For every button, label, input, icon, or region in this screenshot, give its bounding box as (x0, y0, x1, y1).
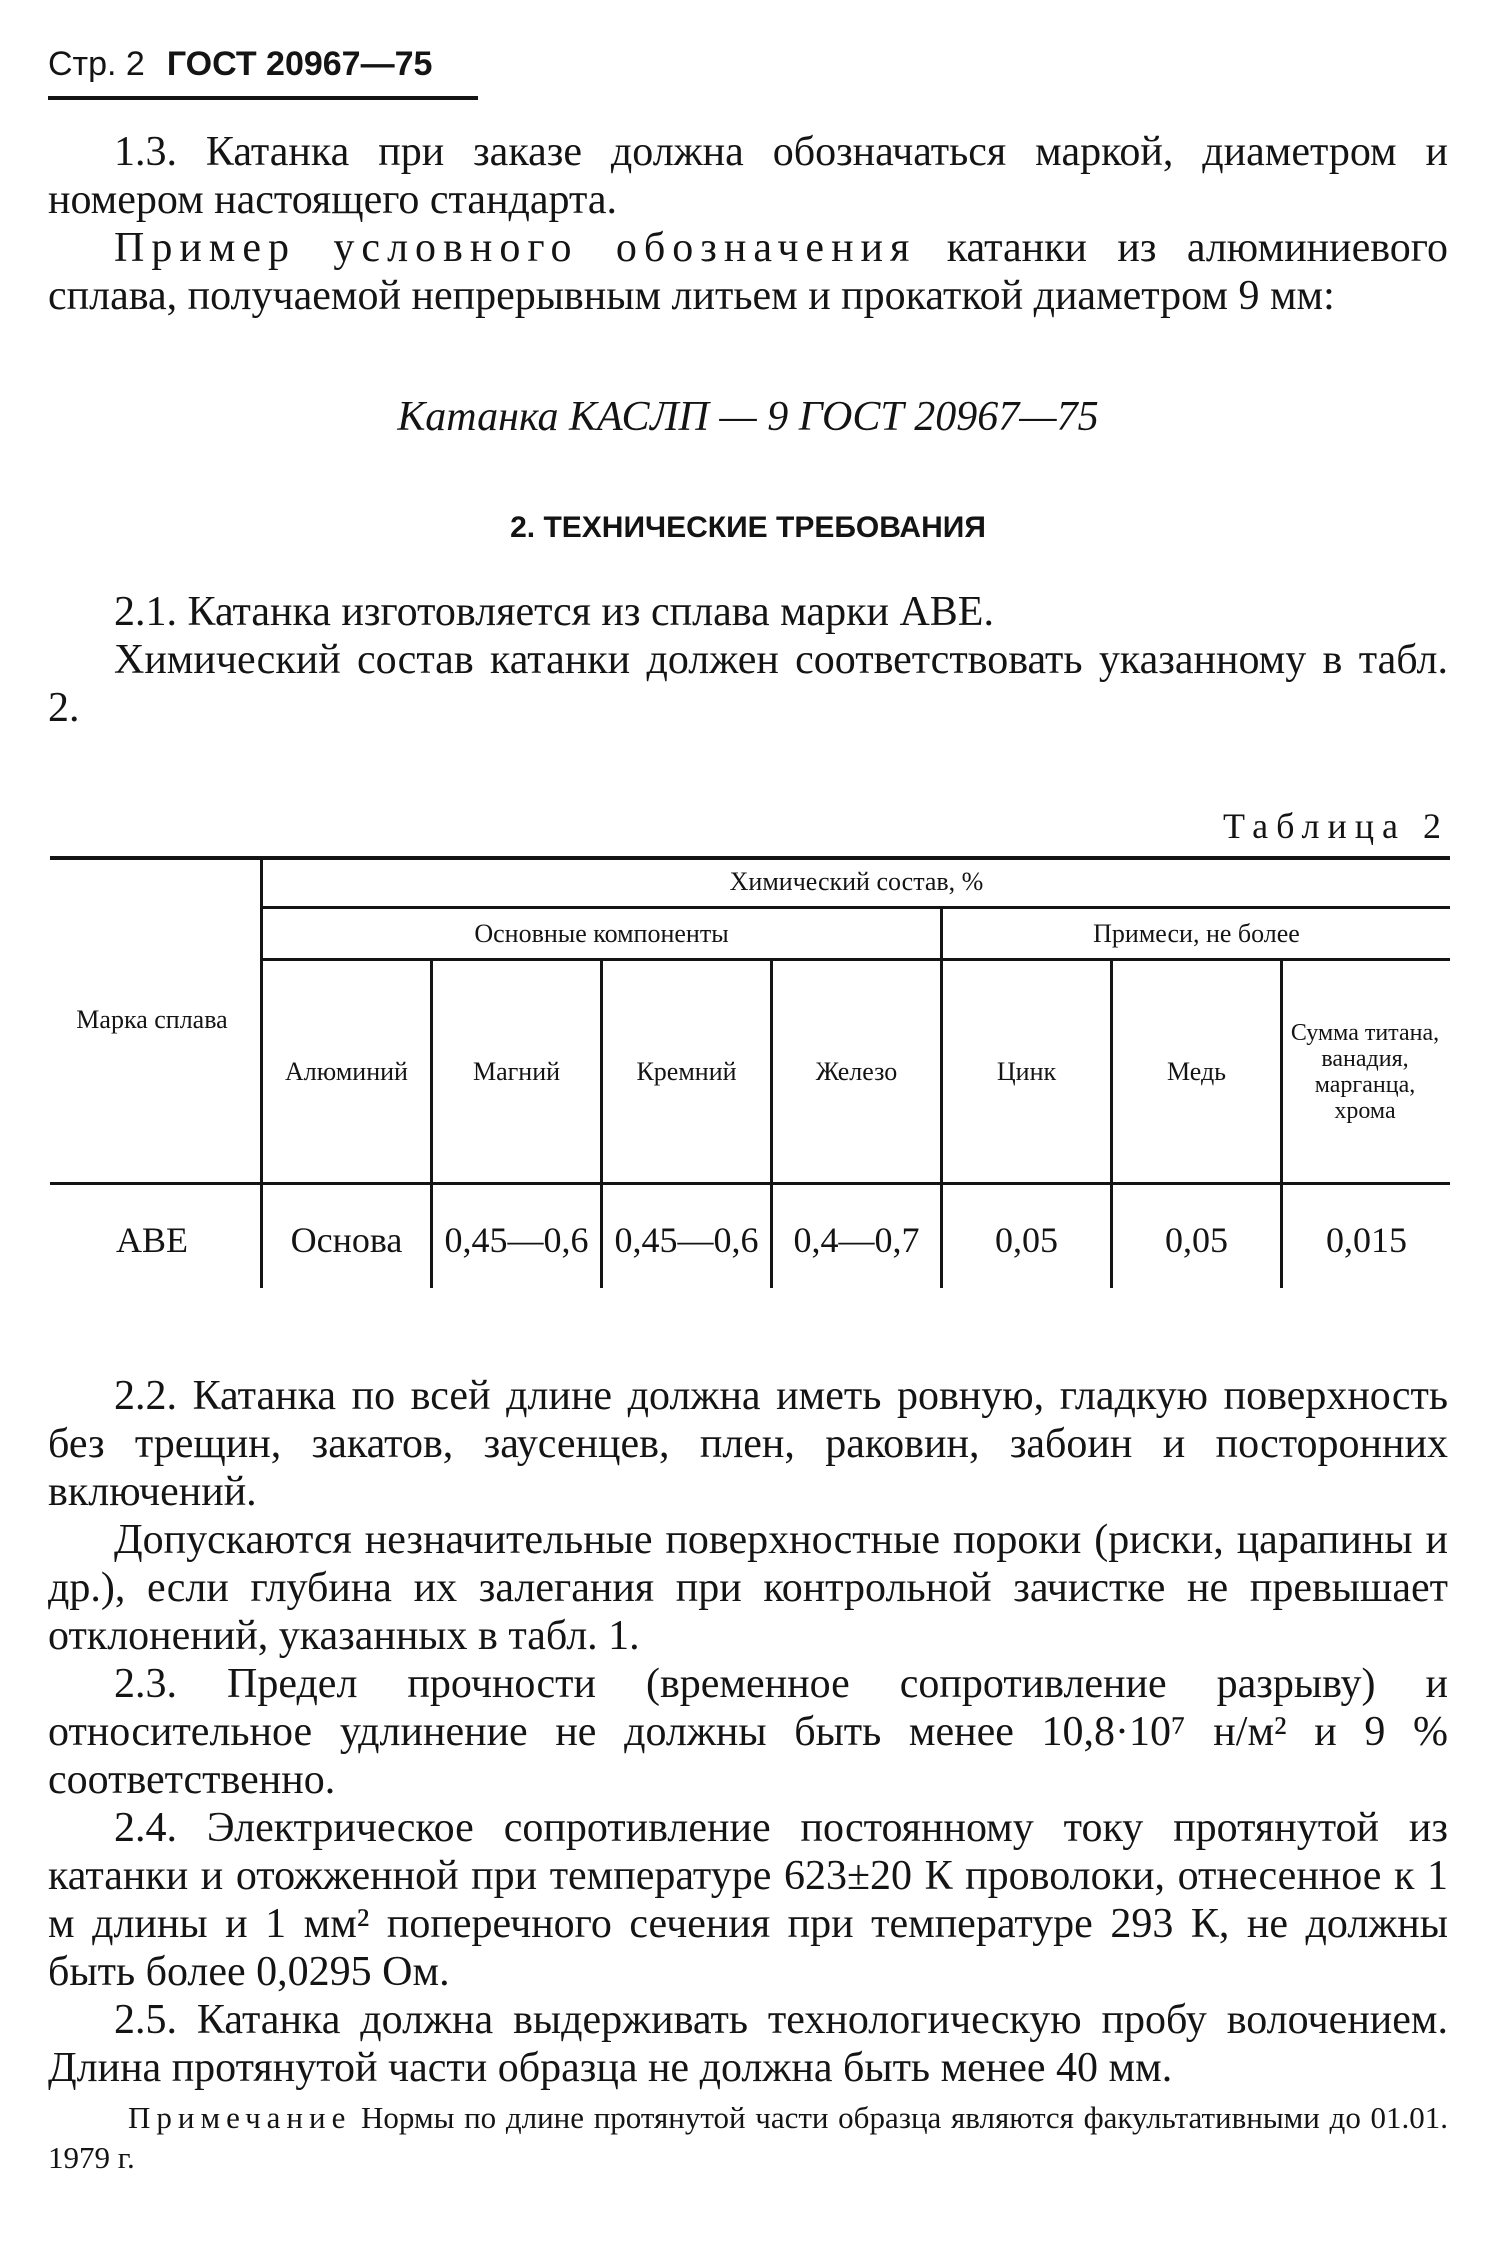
cell-zinc: 0,05 (995, 1220, 1058, 1260)
example-label: Пример условного обозначения (114, 225, 917, 271)
standard-number: ГОСТ 20967—75 (166, 45, 433, 83)
group-header-composition: Химический состав, % (729, 867, 984, 896)
cell-silicon: 0,45—0,6 (614, 1220, 759, 1260)
cell-aluminium: Основа (290, 1220, 403, 1260)
clause-2-5: 2.5. Катанка должна выдерживать технологическую пробу волочением. Длина протянутой части образца не должна быть менее 40 мм. (48, 1997, 1448, 2091)
col-header-ti-v-mn-cr: Сумма титана, ванадия, марганца, хрома (1290, 1019, 1440, 1124)
page-number: Стр. 2 (48, 45, 145, 83)
group-header-base: Основные компоненты (474, 918, 729, 948)
clause-2-1-b: Химический состав катанки должен соответствовать указанному в табл. 2. (48, 637, 1448, 731)
col-header-magnesium: Магний (472, 1056, 561, 1086)
col-header-aluminium: Алюминий (285, 1056, 408, 1086)
group-header-impurities: Примеси, не более (1093, 918, 1300, 948)
note (48, 2098, 1448, 2178)
col-header-silicon: Кремний (636, 1056, 737, 1086)
example-designation: Катанка КАСЛП — 9 ГОСТ 20967—75 (397, 394, 1099, 440)
col-grade-header: Марка сплава (76, 1005, 228, 1034)
col-header-zinc: Цинк (996, 1056, 1057, 1086)
clause-1-3: 1.3. Катанка при заказе должна обозначаться маркой, диаметром и номером настоящего стандарта. (48, 129, 1448, 223)
section-title: 2. ТЕХНИЧЕСКИЕ ТРЕБОВАНИЯ (510, 511, 986, 544)
clause-2-1: 2.1. Катанка изготовляется из сплава марки АВЕ. (114, 589, 994, 635)
col-header-copper: Медь (1166, 1056, 1227, 1086)
note-label: Примечание (128, 2100, 352, 2135)
example-intro-rest: катанки из алюминиевого сплава, получаемой непрерывным литьем и прокаткой диаметром 9 мм: (48, 225, 1448, 319)
clause-2-2: 2.2. Катанка по всей длине должна иметь ровную, гладкую поверхность без трещин, закатов, заусенцев, плен, раковин, забоин и посторонних включений. (48, 1373, 1448, 1515)
clause-2-2-b: Допускаются незначительные поверхностные пороки (риски, царапины и др.), если глубина их залегания при контрольной зачистке не превышает отклонений, указанных в табл. 1. (48, 1517, 1448, 1659)
table-caption: Таблица 2 (1223, 806, 1449, 846)
row-grade: АВЕ (116, 1220, 188, 1260)
note-text: Нормы по длине протянутой части образца являются факультативными до 01.01. 1979 г. (48, 2100, 1448, 2175)
clause-2-4: 2.4. Электрическое сопротивление постоянному току протянутой из катанки и отожженной при температуре 623±20 К проволоки, отнесенное к 1 м длины и 1 мм² поперечного сечения при температуре 293 К, не должны быть более 0,0295 Ом. (48, 1805, 1448, 1995)
cell-iron: 0,4—0,7 (793, 1220, 920, 1260)
clauses-2-2-to-2-5 (48, 1372, 1448, 2092)
col-header-iron: Железо (815, 1056, 898, 1086)
cell-copper: 0,05 (1165, 1220, 1228, 1260)
cell-magnesium: 0,45—0,6 (444, 1220, 589, 1260)
note-block (48, 2098, 1448, 2178)
cell-ti-v-mn-cr: 0,015 (1326, 1220, 1407, 1260)
clause-2-3: 2.3. Предел прочности (временное сопротивление разрыву) и относительное удлинение не должны быть менее 10,8·10⁷ н/м² и 9 % соответственно. (48, 1661, 1448, 1803)
